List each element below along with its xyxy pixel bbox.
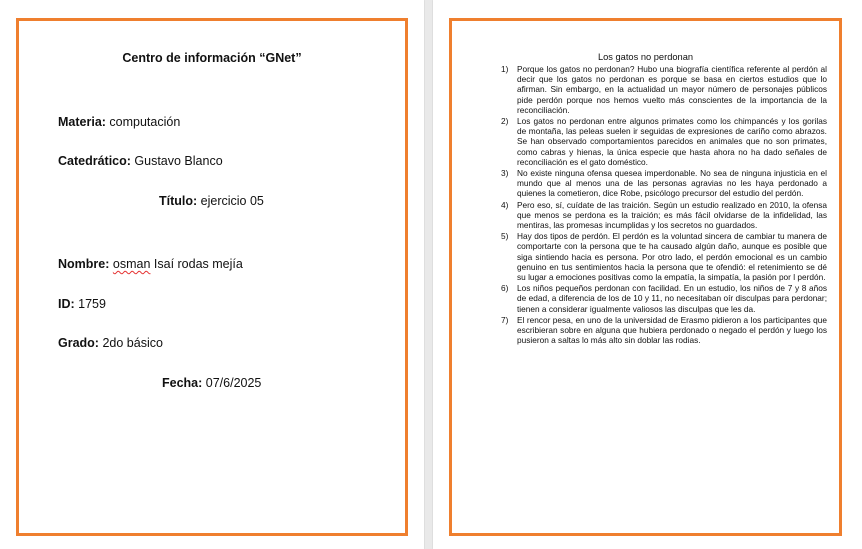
item-number: 5) — [501, 231, 509, 242]
materia-label: Materia: — [58, 115, 106, 129]
catedratico-value: Gustavo Blanco — [130, 154, 223, 168]
id-value: 1759 — [74, 297, 106, 311]
list-item — [501, 231, 827, 283]
id-line — [58, 297, 106, 311]
list-item — [501, 283, 827, 314]
fecha-label: Fecha: — [162, 376, 203, 390]
document-title: Los gatos no perdonan — [597, 52, 694, 62]
item-text: El rencor pesa, en uno de la universidad de Erasmo pidieron a los participantes que escribieran sobre en alguna que hubiera perdonado o negado el perdón y luego los pusieron a saltas lo más alto sin doblar las rodias. — [517, 314, 827, 346]
list-item — [501, 199, 827, 231]
cover-page — [0, 0, 424, 549]
item-text: Porque los gatos no perdonan? Hubo una biografía científica referente al perdón al decir que los gatos no perdonan es porque se basa en ciertos estudios que lo afirman. Sin embargo, en la actualidad un mayor número de personajes públicos pide perdón porque nos hemos vuelto más conscientes de la importancia de la reconciliación. — [517, 64, 827, 115]
nombre-line — [58, 257, 243, 271]
item-number: 6) — [501, 283, 509, 294]
catedratico-label: Catedrático: — [58, 154, 131, 168]
grado-label: Grado: — [58, 336, 99, 350]
grado-value: 2do básico — [98, 336, 163, 350]
materia-value: computación — [105, 115, 181, 129]
list-item — [501, 64, 827, 115]
item-number: 7) — [501, 314, 509, 325]
fecha-line — [162, 376, 261, 390]
nombre-rest: Isaí rodas mejía — [150, 257, 243, 271]
materia-line — [58, 115, 180, 129]
numbered-list — [501, 64, 827, 346]
nombre-label: Nombre: — [58, 257, 110, 271]
nombre-first-misspelled[interactable]: osman — [112, 257, 151, 271]
cover-title: Centro de información “GNet” — [122, 51, 302, 65]
list-item — [501, 314, 827, 346]
grado-line — [58, 336, 163, 350]
titulo-line — [159, 194, 264, 208]
item-text: Pero eso, sí, cuídate de las traición. Según un estudio realizado en 2010, la ofensa que menos se perdona es la traición; es más fácil olvidarse de la infidelidad, las mentiras, las promesas incumplidas y los secretos no guardados. — [517, 199, 827, 231]
item-number: 1) — [501, 64, 509, 74]
item-text: No existe ninguna ofensa quesea imperdonable. No sea de ninguna injusticia en el mundo que al menos una de las personas agravias no les haya perdonado a quienes la cometieron, dice Robe, psicólogo precursor del estudio del perdón. — [517, 168, 827, 199]
content-page — [433, 0, 862, 549]
page-border — [16, 18, 408, 536]
item-number: 3) — [501, 168, 509, 179]
item-number: 4) — [501, 199, 509, 210]
titulo-label: Título: — [159, 194, 198, 208]
item-number: 2) — [501, 116, 509, 127]
catedratico-line — [58, 154, 223, 168]
item-text: Los niños pequeños perdonan con facilidad. En un estudio, los niños de 7 y 8 años de edad, a diferencia de los de 10 y 11, no necesitaban oír disculpas para perdonar; tienen a considerar igualmente valiosos las disculpas que les da. — [517, 283, 827, 314]
item-text: Hay dos tipos de perdón. El perdón es la voluntad sincera de cambiar tu manera de comportarte con la persona que te ha causado algún daño, aunque es posible que siga sintiendo hacia es persona. Por otro lado, el perdón emocional es un cambio genuino en tus sentimientos hacia la persona que te ofendió: el retenimiento se dé su lugar a emociones positivas como la empatía, la simpatía, la pasión por l perdón. — [517, 231, 827, 283]
fecha-value: 07/6/2025 — [202, 376, 262, 390]
list-item — [501, 116, 827, 167]
id-label: ID: — [58, 297, 75, 311]
titulo-value: ejercicio 05 — [197, 194, 264, 208]
list-item — [501, 168, 827, 199]
item-text: Los gatos no perdonan entre algunos primates como los chimpancés y los gorilas de montaña, las peleas suelen ir seguidas de expresiones de cariño como abrazos. Se han observado comportamientos parecidos en animales que no son primates, como cabras y hienas, la única especie que hasta ahora no ha dado señales de reconciliación es el gato doméstico. — [517, 116, 827, 167]
